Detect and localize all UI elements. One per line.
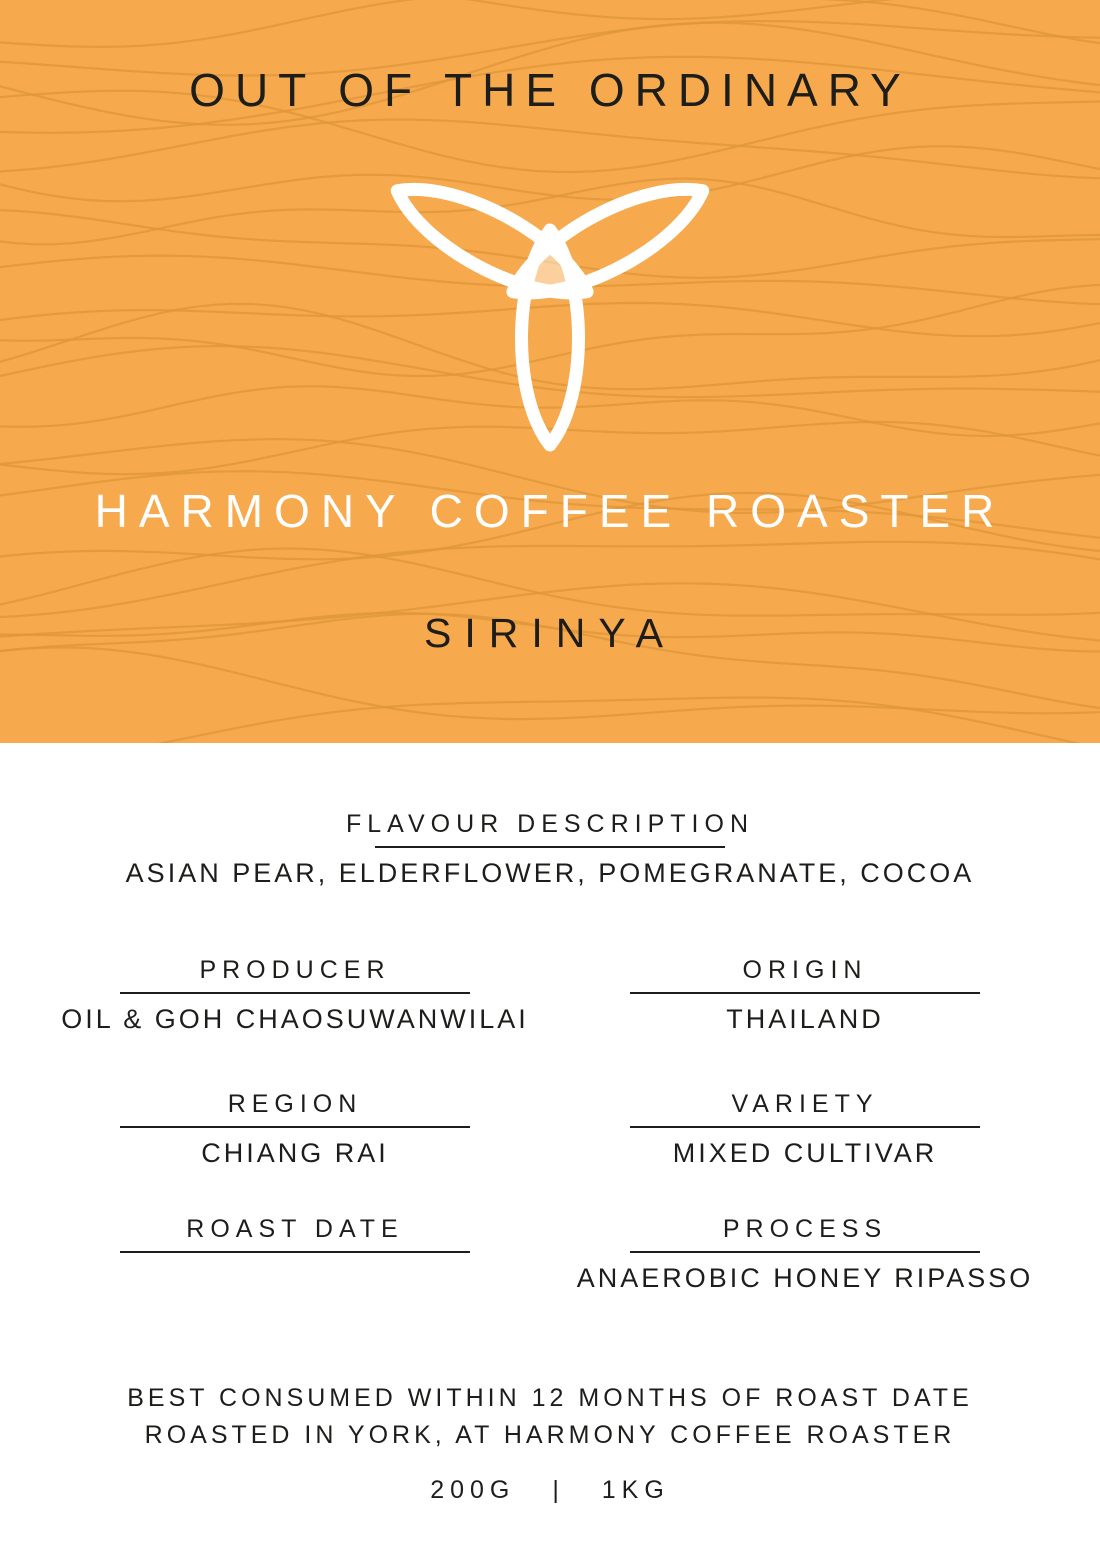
tagline: OUT OF THE ORDINARY: [189, 64, 911, 116]
field-underline: [120, 1251, 470, 1253]
three-petal-flower-logo-icon: [378, 157, 722, 462]
field-label: REGION: [227, 1090, 363, 1118]
storage-note-line1: BEST CONSUMED WITHIN 12 MONTHS OF ROAST DATE: [127, 1384, 973, 1412]
field-value: OIL & GOH CHAOSUWANWILAI: [61, 1004, 529, 1034]
field-value: ANAEROBIC HONEY RIPASSO: [576, 1263, 1034, 1293]
field-underline: [120, 992, 470, 994]
field-underline: [630, 992, 980, 994]
pack-sizes: [0, 1476, 1100, 1505]
flavour-description-section: [0, 810, 1100, 888]
logo-petal-left: [384, 166, 601, 317]
field-value: MIXED CULTIVAR: [672, 1138, 938, 1168]
flavour-value: ASIAN PEAR, ELDERFLOWER, POMEGRANATE, COCOA: [125, 858, 975, 888]
field-label: PRODUCER: [199, 956, 391, 984]
field-process: [550, 1215, 1060, 1293]
storage-note-line2: ROASTED IN YORK, AT HARMONY COFFEE ROASTER: [144, 1421, 956, 1449]
label-hero: [0, 0, 1100, 743]
field-label: VARIETY: [731, 1090, 879, 1118]
field-label: PROCESS: [722, 1215, 888, 1243]
flavour-underline: [375, 846, 725, 848]
field-value: THAILAND: [726, 1004, 884, 1034]
field-row-producer-origin: [40, 956, 1060, 1034]
field-value-empty: [40, 1263, 550, 1293]
logo-petal-right: [500, 166, 717, 317]
field-origin: [550, 956, 1060, 1034]
field-region: [40, 1090, 550, 1168]
size-200g: 200G: [430, 1476, 516, 1504]
brand-name: HARMONY COFFEE ROASTER: [94, 485, 1006, 537]
size-separator: |: [552, 1476, 565, 1504]
field-producer: [40, 956, 550, 1034]
field-underline: [630, 1126, 980, 1128]
field-variety: [550, 1090, 1060, 1168]
field-row-roastdate-process: [40, 1215, 1060, 1293]
storage-note: [0, 1380, 1100, 1454]
field-value: CHIANG RAI: [201, 1138, 389, 1168]
size-1kg: 1KG: [601, 1476, 670, 1504]
field-underline: [120, 1126, 470, 1128]
field-underline: [630, 1251, 980, 1253]
field-roast-date: [40, 1215, 550, 1293]
field-label: ORIGIN: [742, 956, 868, 984]
product-name: SIRINYA: [424, 610, 676, 656]
field-row-region-variety: [40, 1090, 1060, 1168]
field-label: ROAST DATE: [186, 1215, 404, 1243]
flavour-label: FLAVOUR DESCRIPTION: [345, 810, 755, 838]
